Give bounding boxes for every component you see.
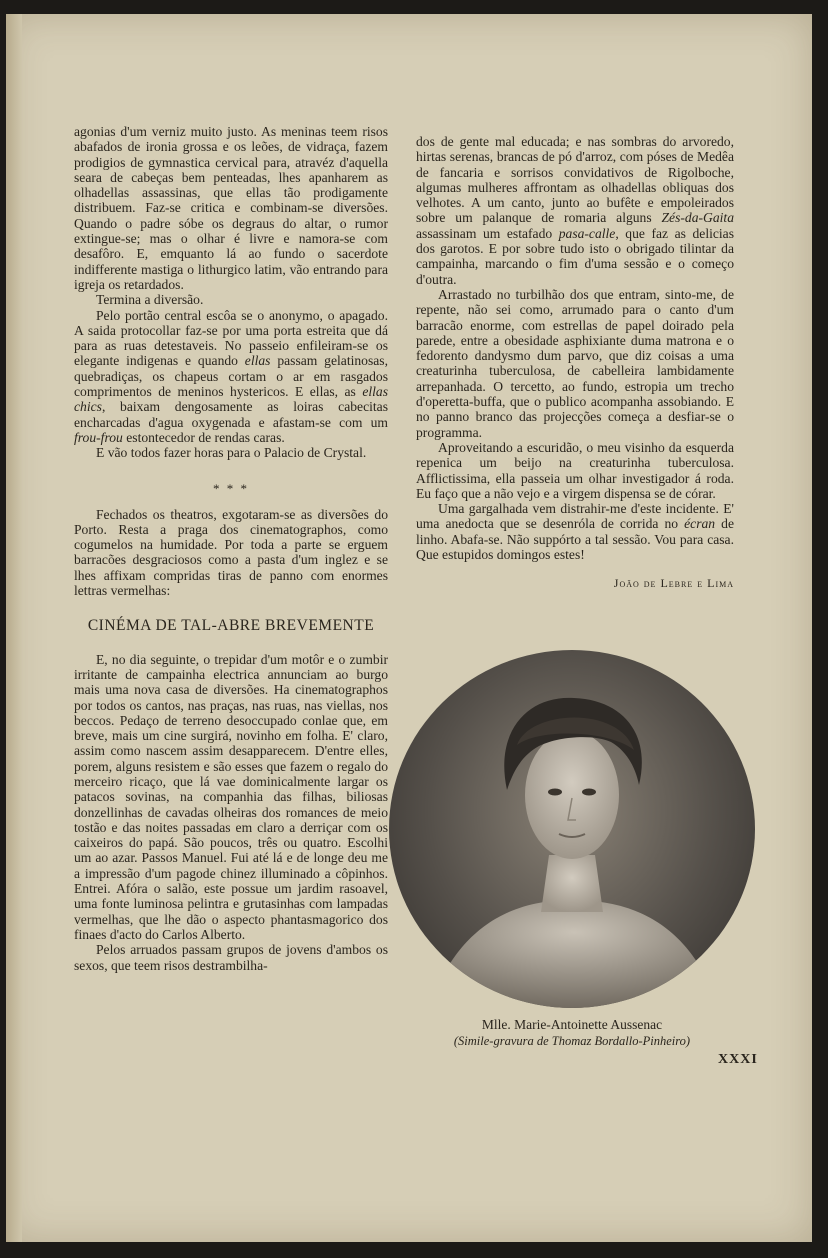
paragraph: Pelos arruados passam grupos de jovens d'ambos os sexos, que teem risos destrambilha-	[74, 942, 388, 973]
portrait-photo	[389, 650, 755, 1008]
paragraph: E vão todos fazer horas para o Palacio de Crystal.	[96, 445, 367, 461]
paragraph: Arrastado no turbilhão dos que entram, sinto-me, de repente, não sei como, arrumado para o canto d'um barracão enorme, com estrellas de papel doirado pela parede, entre a obesidade asphixiante duma matrona e o fedorento dandysmo dum parvo, que diz coisas a uma creaturinha tuberculosa, de cabelleira lambidamente arrepanhada. O tercetto, ao fundo, estropia um trecho d'operetta-buffa, que o publico acompanha assobiando. E no panno branco das projecções começa a desfiar-se o programma.	[416, 286, 734, 440]
portrait-illustration	[389, 650, 755, 1008]
section-heading: CINÉMA DE TAL-ABRE BREVEMENTE	[87, 617, 375, 635]
page-number: XXXI	[718, 1052, 758, 1067]
paragraph: E, no dia seguinte, o trepidar d'um motôr e o zumbir irritante de campainha electrica annunciam ao burgo mais uma nova casa de diversões. Ha cinematographos por todos os cantos, nas praças, nas ruas, nas viellas, nos beccos. Pedaço de terreno desoccupado conlae que, em breve, mais um cine surgirá, novinho em folha. E' claro, assim como nascem assim desapparecem. D'entre elles, porem, alguns resistem e são esses que fazem o regalo do merceiro ricaço, que lá vae dominicalmente largar os patacos sovinas, na companhia das filhas, biliosas donzellinhas de cavadas olheiras dos romances de meio tostão e das noites passadas em claro a derriçar com os caixeiros do papá. São poucos, três ou quatro. Escolhi um ao azar. Passos Manuel. Fui até lá e de longe deu me a impressão d'um pagode chinez illuminado a côpinhos. Entrei. Afóra o salão, este possue um jardim rasoavel, uma fonte luminosa pelintra e grutasinhas com lampadas vermelhas, que lhe dão o aspecto phantasmagorico dos finaes d'acto do Carlos Alberto.	[74, 651, 388, 942]
paragraph: Aproveitando a escuridão, o meu visinho da esquerda repenica um beijo na creaturinha tuberculosa. Afflictissima, ella passeia um olhar investigador á roda. Eu faço que a não vejo e a virgem dispensa se de córar.	[416, 439, 734, 501]
right-column	[416, 134, 734, 592]
page-spine	[6, 14, 22, 1242]
paragraph: Termina a diversão.	[96, 292, 204, 308]
paragraph: Pelo portão central escôa se o anonymo, o apagado. A saida protocollar faz-se por uma porta estreita que dá para as ruas detestaveis. No passeio enfileiram-se os elegante indigenas e quando ellas passam gelatinosas, quebradiças, os chapeus cortam o ar em rasgados comprimentos de meninos hystericos. E ellas, as ellas chics, baixam dengosamente as loiras cabecitas encharcadas d'agua oxygenada e afastam-se com um frou-frou estontecedor de rendas caras.	[74, 307, 388, 445]
paragraph: Uma gargalhada vem distrahir-me d'este incidente. E' uma anedocta que se desenróla de corrida no écran de linho. Abafa-se. Não suppórto a tal sessão. Vou para casa. Que estupidos domingos estes!	[416, 501, 734, 563]
caption-credit: (Simile-gravura de Thomaz Bordallo-Pinheiro)	[453, 1034, 691, 1048]
left-column	[74, 124, 388, 973]
paragraph: Fechados os theatros, exgotaram-se as diversões do Porto. Resta a praga dos cinematographos, como cogumelos na humidade. Por toda a parte se erguem barracões desgraciosos como a pasta d'um inglez e se lhes affixam compridas tiras de panno com enormes lettras vermelhas:	[74, 506, 388, 599]
paragraph: dos de gente mal educada; e nas sombras do arvoredo, hirtas serenas, brancas de pó d'arroz, com póses de Medêa de fancaria e sorrisos convidativos de Rigolboche, algumas mulheres affrontam as olhadellas obliquas dos velhotes. A um canto, junto ao bufête e empoleirados sobre um palanque de romaria alguns Zés-da-Gaita assassinam um estafado pasa-calle, que faz as delicias dos garotos. E por sobre tudo isto o obrigado tilintar da campainha, marcando o fim d'uma sessão e o começo d'outra.	[416, 134, 735, 287]
caption-name: Mlle. Marie-Antoinette Aussenac	[481, 1017, 663, 1032]
section-divider: * * *	[213, 480, 249, 496]
paragraph: agonias d'um verniz muito justo. As meninas teem risos abafados de ironia grossa e os leões, de vidraça, fazem prodigios de gymnastica cervical para, atravéz d'aquella seara de cabeças bem penteadas, lhes apanharem as olhadellas assassinas, que ellas tão prodigamente distribuem. Faz-se critica e combinam-se diversões. Quando o padre sóbe os degraus do altar, o rumor extingue-se; mas o olhar é livre e namora-se com desafôro. E, emquanto lá ao fundo o sacerdote indifferente mastiga o lithurgico latim, vão entrando para igreja os retardados.	[74, 124, 388, 292]
author-signature: João de Lebre e Lima	[613, 576, 734, 591]
portrait-caption	[389, 1016, 755, 1050]
